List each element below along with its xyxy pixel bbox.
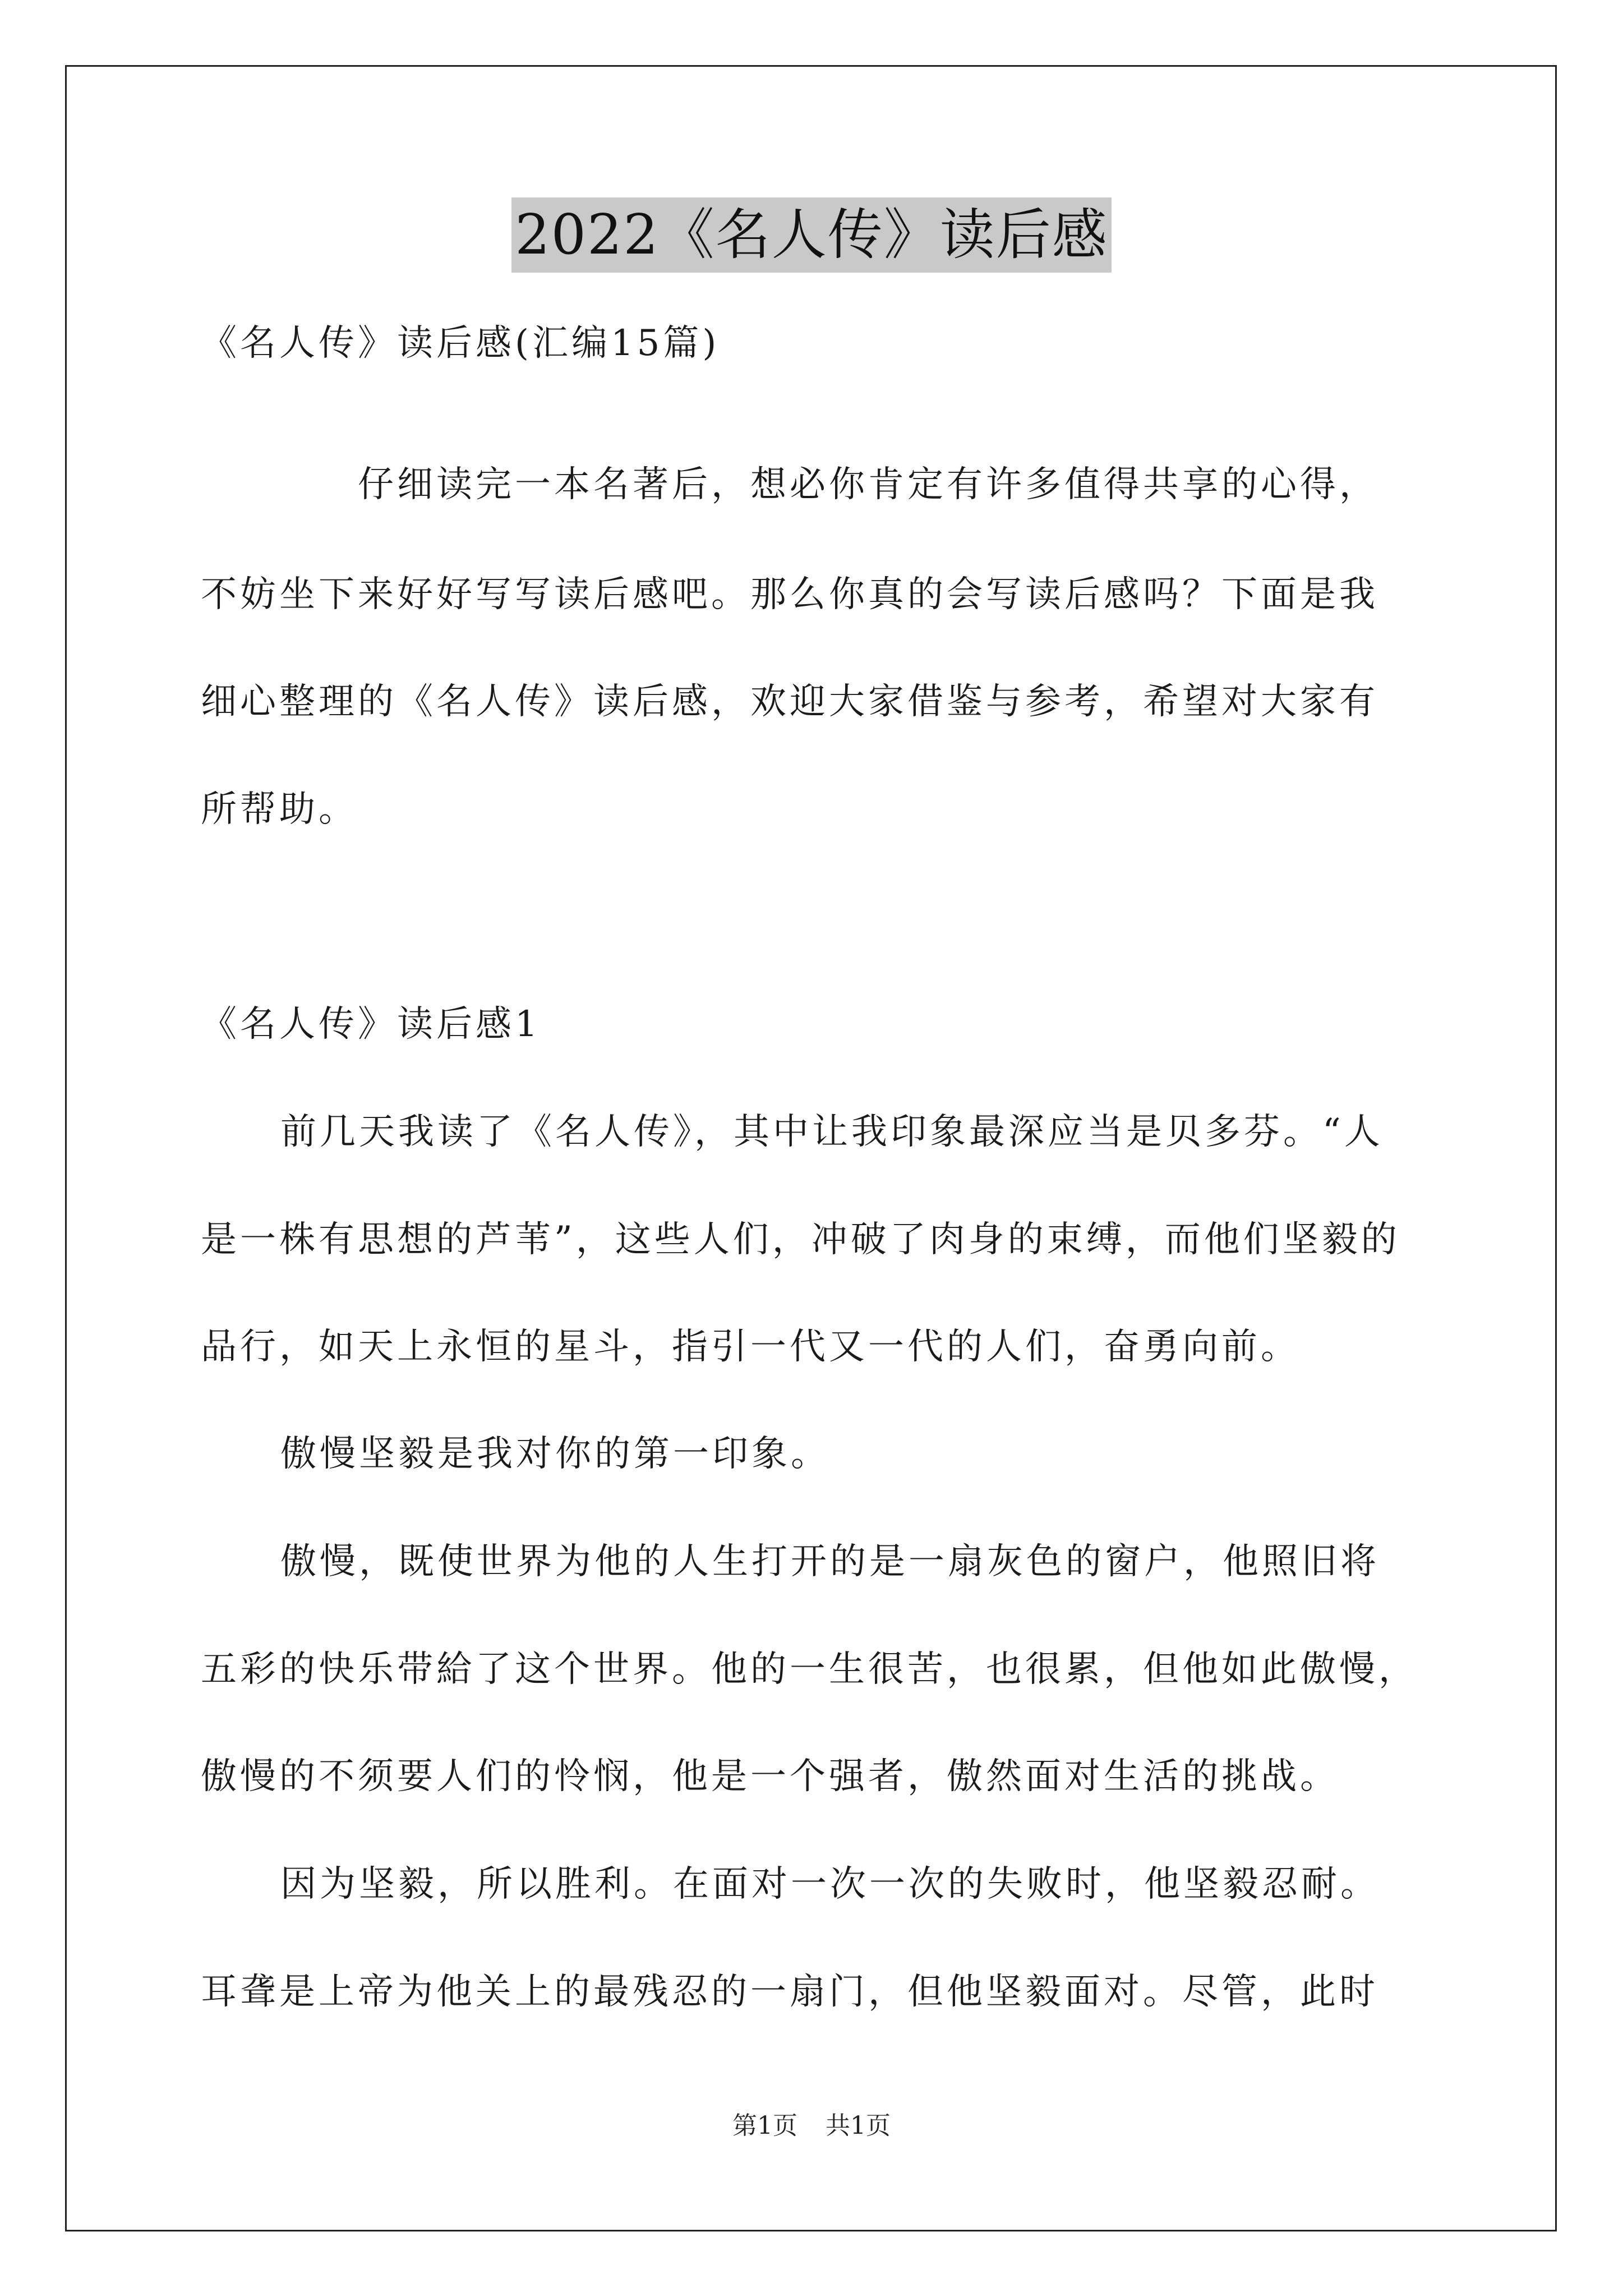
intro-line: 不妨坐下来好好写写读后感吧。那么你真的会写读后感吗？下面是我	[201, 574, 1378, 615]
document-subtitle: 《名人传》读后感(汇编15篇)	[201, 323, 720, 364]
page-total: 共1页	[826, 2111, 891, 2140]
body-line: 傲慢，既使世界为他的人生打开的是一扇灰色的窗户，他照旧将	[280, 1541, 1380, 1582]
section-heading: 《名人传》读后感1	[201, 1004, 541, 1045]
body-line: 五彩的快乐带給了这个世界。他的一生很苦，也很累，但他如此傲慢，	[201, 1649, 1418, 1690]
body-line: 品行，如天上永恒的星斗，指引一代又一代的人们，奋勇向前。	[201, 1326, 1300, 1368]
page-number: 第1页	[732, 2111, 797, 2140]
body-line: 前几天我读了《名人传》，其中让我印象最深应当是贝多芬。“人	[280, 1111, 1384, 1153]
intro-line: 细心整理的《名人传》读后感，欢迎大家借鉴与参考，希望对大家有	[201, 681, 1378, 723]
intro-line: 所帮助。	[201, 789, 358, 830]
body-line: 是一株有思想的芦苇”，这些人们，冲破了肉身的束缚，而他们坚毅的	[201, 1219, 1400, 1260]
title-container	[0, 197, 1623, 273]
intro-line: 仔细读完一本名著后，想必你肯定有许多值得共享的心得，	[358, 464, 1378, 505]
page-footer	[0, 2110, 1623, 2142]
body-line: 因为坚毅，所以胜利。在面对一次一次的失败时，他坚毅忍耐。	[280, 1864, 1380, 1905]
body-line: 耳聋是上帝为他关上的最残忍的一扇门，但他坚毅面对。尽管，此时	[201, 1971, 1378, 2013]
document-title: 2022《名人传》读后感	[511, 197, 1111, 273]
body-line: 傲慢坚毅是我对你的第一印象。	[280, 1433, 830, 1475]
body-line: 傲慢的不须要人们的怜悯，他是一个强者，傲然面对生活的挑战。	[201, 1756, 1339, 1797]
